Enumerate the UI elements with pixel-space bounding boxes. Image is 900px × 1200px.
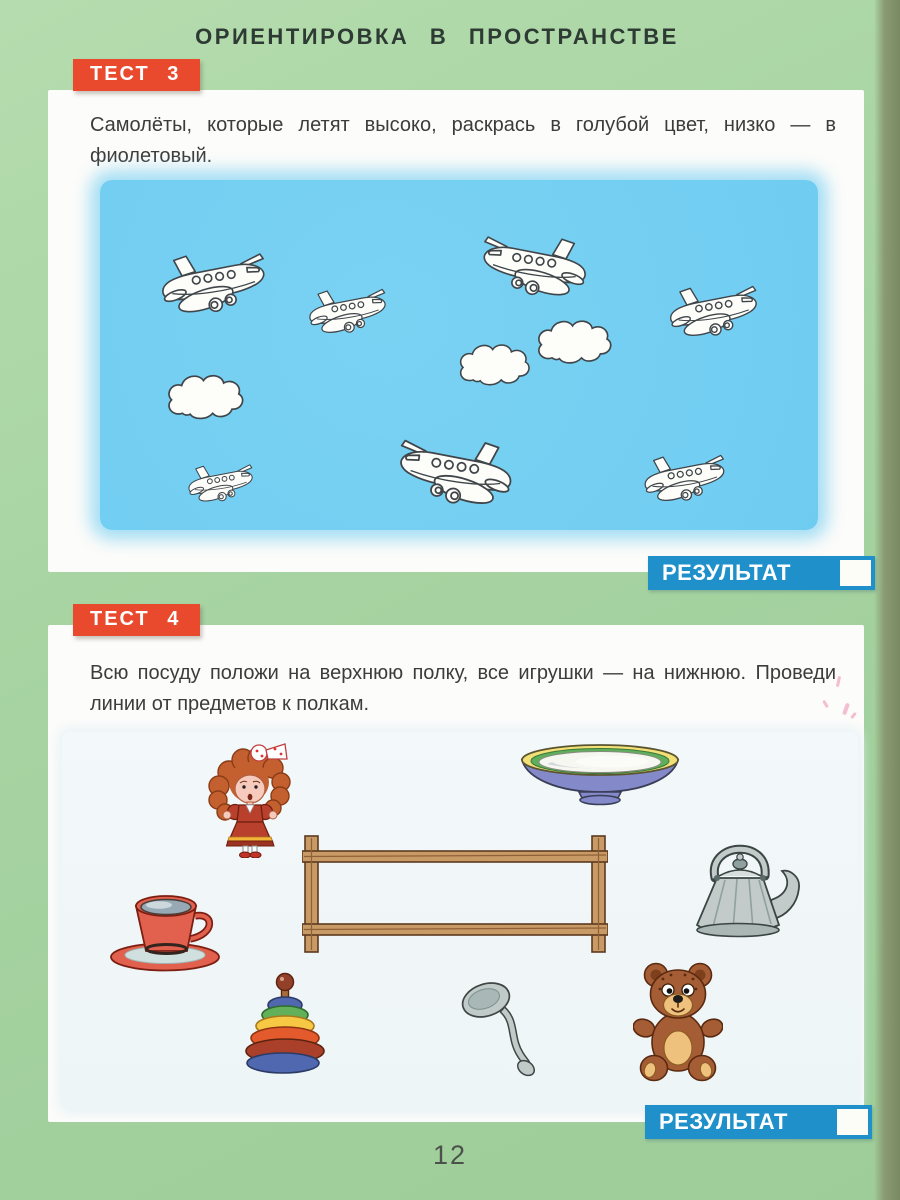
test4-badge: ТЕСТ 4 — [73, 604, 200, 636]
airplane-high[interactable] — [151, 241, 277, 326]
result-checkbox[interactable] — [840, 560, 871, 586]
cup-and-saucer-dish[interactable] — [108, 886, 227, 974]
teddy-bear-toy[interactable] — [633, 958, 723, 1082]
shelf[interactable] — [302, 835, 608, 953]
page-number: 12 — [432, 1140, 468, 1170]
result-label: РЕЗУЛЬТАТ — [662, 560, 791, 585]
spoon-dish[interactable] — [460, 976, 543, 1078]
test3-result-badge — [648, 556, 875, 590]
bowl-dish[interactable] — [517, 742, 683, 806]
kettle-dish[interactable] — [683, 826, 803, 942]
cloud — [456, 337, 534, 387]
airplane-low[interactable] — [181, 456, 260, 509]
cloud — [164, 367, 248, 421]
test3-badge: ТЕСТ 3 — [73, 59, 200, 91]
airplane-high[interactable] — [301, 280, 395, 343]
cloud — [534, 313, 616, 365]
pyramid-toy[interactable] — [233, 971, 337, 1075]
test4-task-text: Всю посуду положи на верхнюю полку, все игрушки — на нижнюю. Проведи линии от предметов к полкам. — [90, 662, 836, 715]
test4-result-badge — [645, 1105, 872, 1139]
airplane-low[interactable] — [636, 445, 734, 511]
page-title: ОРИЕНТИРОВКА В ПРОСТРАНСТВЕ — [195, 24, 679, 49]
result-label: РЕЗУЛЬТАТ — [659, 1109, 788, 1134]
page-edge-shadow — [874, 0, 900, 1200]
doll-toy[interactable] — [203, 742, 297, 858]
airplane-low[interactable] — [387, 426, 523, 518]
result-checkbox[interactable] — [837, 1109, 868, 1135]
airplane-high[interactable] — [661, 275, 768, 347]
airplane-high[interactable] — [472, 223, 598, 308]
sky-scene — [100, 180, 818, 530]
doll-bow — [251, 744, 287, 761]
test3-task-text: Самолёты, которые летят высоко, раскрась в голубой цвет, низко — в фиолетовый. — [90, 114, 836, 167]
